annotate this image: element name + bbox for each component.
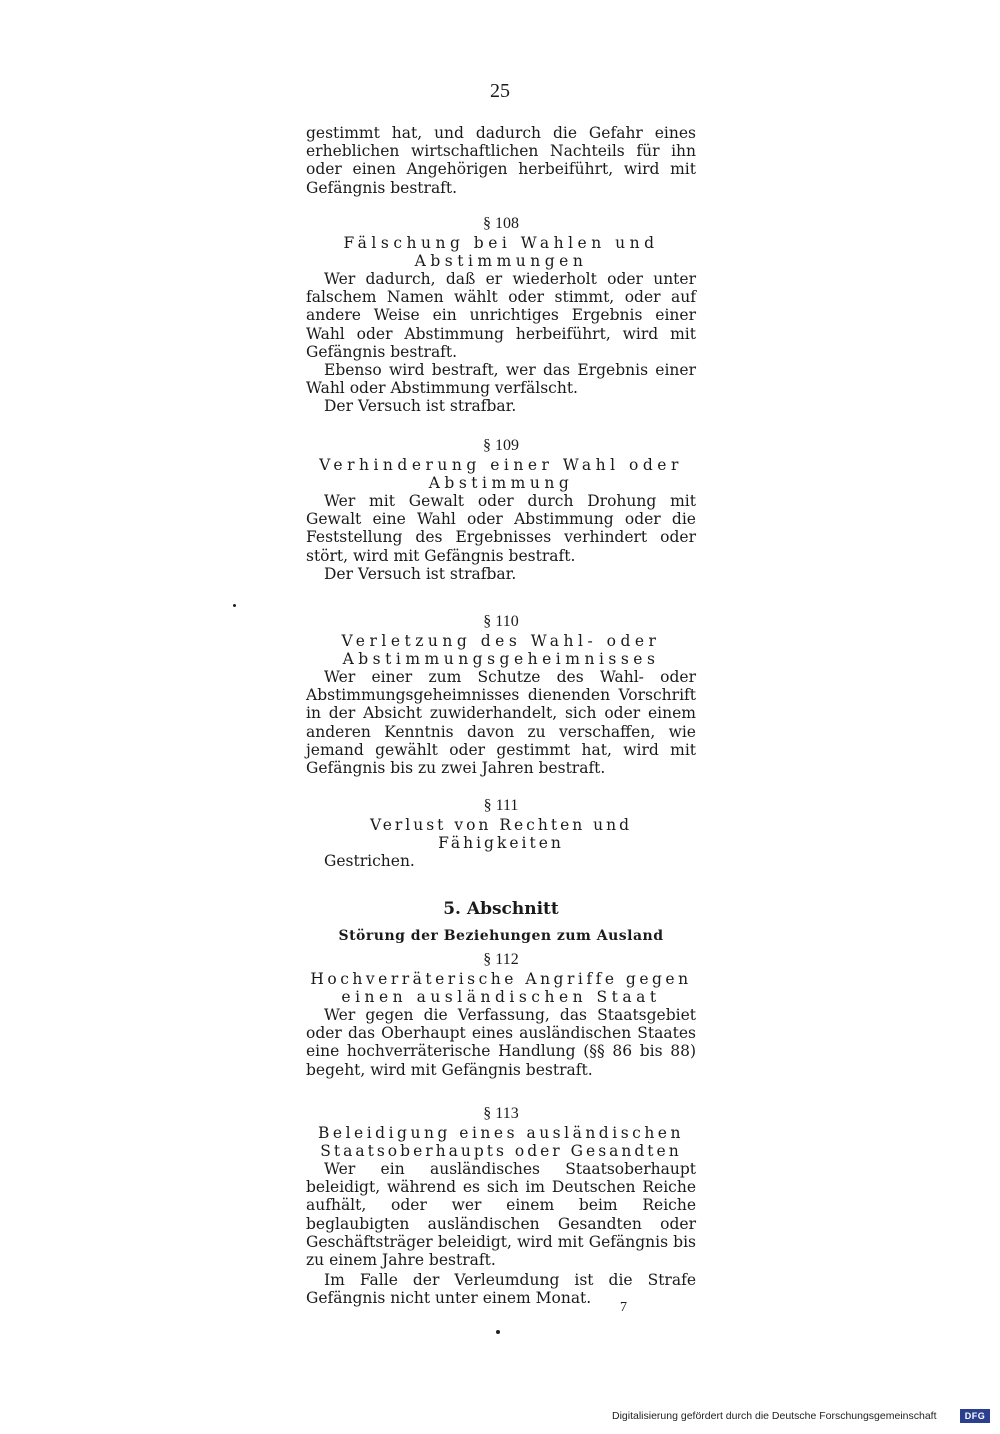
section-108 — [306, 214, 696, 416]
section-title-line: Abstimmungsgeheimnisses — [342, 650, 660, 668]
section-number: § 112 — [483, 951, 519, 968]
section-title-line: Verletzung des Wahl- oder — [341, 632, 661, 650]
section-title-line: Fälschung bei Wahlen und — [343, 234, 659, 252]
section-number: § 110 — [483, 613, 519, 630]
section-title-line: Abstimmungen — [414, 252, 588, 270]
section-title-line: Verhinderung einer Wahl oder — [319, 456, 683, 474]
section-number: § 111 — [483, 797, 519, 814]
chapter-subheading: Störung der Beziehungen zum Ausland — [338, 928, 664, 944]
section-paragraph: Wer mit Gewalt oder durch Drohung mit Gewalt eine Wahl oder Abstimmung oder die Feststellung des Ergebnisses verhindert oder stört, wird mit Gefängnis bestraft. — [306, 492, 696, 565]
section-title-line: Staatsoberhaupts oder Gesandten — [320, 1142, 682, 1160]
section-number: § 113 — [483, 1105, 519, 1122]
section-paragraph: Der Versuch ist strafbar. — [324, 397, 517, 416]
chapter-heading: 5. Abschnitt — [443, 899, 559, 919]
section-number: § 109 — [483, 437, 519, 454]
section-title-line: Abstimmung — [428, 474, 574, 492]
section-paragraph: Wer einer zum Schutze des Wahl- oder Abstimmungsgeheimnisses dienenden Vorschrift in der Absicht zuwiderhandelt, sich oder einem anderen Kenntnis davon zu verschaffen, wie jemand gewählt oder gestimmt hat, wird mit Gefängnis bis zu zwei Jahren bestraft. — [306, 668, 696, 778]
section-110 — [306, 612, 696, 777]
section-paragraph: Wer ein ausländisches Staatsoberhaupt beleidigt, während es sich im Deutschen Reiche aufhält, oder wer einem beim Reiche beglaubigten ausländischen Gesandten oder Geschäftsträger beleidigt, wird mit Gefängnis bis zu einem Jahre bestraft. — [306, 1160, 696, 1270]
intro-block — [306, 124, 696, 197]
section-paragraph: Der Versuch ist strafbar. — [324, 564, 517, 583]
print-speck — [233, 604, 236, 607]
section-title-line: Verlust von Rechten und Fähigkeiten — [369, 816, 633, 852]
section-112 — [306, 950, 696, 1079]
section-paragraph: Gestrichen. — [324, 852, 415, 870]
intro-paragraph: gestimmt hat, und dadurch die Gefahr eines erheblichen wirtschaftlichen Nachteils für ihn oder einen Angehörigen herbeiführt, wird mit Gefängnis bestraft. — [306, 124, 696, 197]
section-title-line: Hochverräterische Angriffe gegen — [310, 970, 692, 988]
chapter-block — [306, 898, 696, 946]
section-paragraph: Wer dadurch, daß er wiederholt oder unter falschem Namen wählt oder stimmt, oder auf andere Weise ein unrichtiges Ergebnis einer Wahl oder Abstimmung herbeiführt, wird mit Gefängnis bestraft. — [306, 270, 696, 361]
signature-mark: 7 — [620, 1300, 627, 1315]
section-111 — [306, 796, 696, 870]
section-title-line: Beleidigung eines ausländischen — [318, 1124, 684, 1142]
section-109 — [306, 436, 696, 583]
page-number: 25 — [490, 80, 510, 102]
section-paragraph: Ebenso wird bestraft, wer das Ergebnis einer Wahl oder Abstimmung verfälscht. — [306, 361, 696, 398]
dfg-logo: DFG — [960, 1409, 990, 1423]
section-number: § 108 — [483, 215, 519, 232]
digitization-credit: Digitalisierung gefördert durch die Deutsche Forschungsgemeinschaft — [612, 1410, 937, 1422]
section-113 — [306, 1104, 696, 1308]
print-speck — [496, 1330, 500, 1334]
section-title-line: einen ausländischen Staat — [341, 988, 661, 1006]
section-paragraph: Im Falle der Verleumdung ist die Strafe Gefängnis nicht unter einem Monat. — [306, 1271, 696, 1308]
section-paragraph: Wer gegen die Verfassung, das Staatsgebiet oder das Oberhaupt eines ausländischen Staates eine hochverräterische Handlung (§§ 86 bis 88) begeht, wird mit Gefängnis bestraft. — [306, 1006, 696, 1079]
